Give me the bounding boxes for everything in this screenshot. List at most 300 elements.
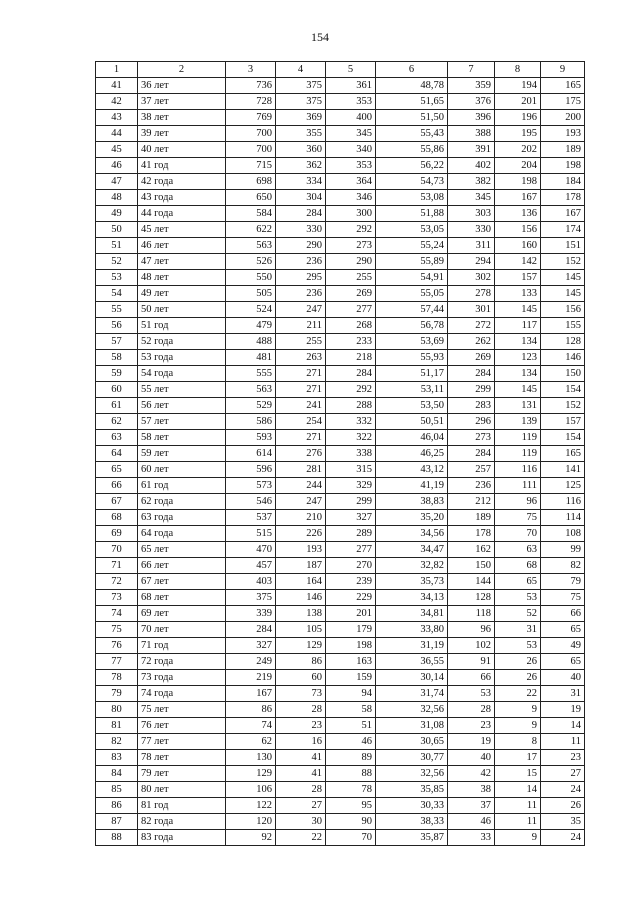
value-cell: 55,43 [376,126,448,142]
value-cell: 505 [226,286,276,302]
value-cell: 41,19 [376,478,448,494]
row-number-cell: 75 [96,622,138,638]
value-cell: 129 [226,766,276,782]
table-row [96,798,585,814]
value-cell: 338 [326,446,376,462]
value-cell: 38,33 [376,814,448,830]
value-cell: 262 [448,334,495,350]
age-cell: 83 года [138,830,226,846]
table-row [96,78,585,94]
value-cell: 369 [276,110,326,126]
value-cell: 65 [495,574,541,590]
value-cell: 88 [326,766,376,782]
column-header-5: 5 [326,62,376,78]
row-number-cell: 63 [96,430,138,446]
value-cell: 56,78 [376,318,448,334]
table-row [96,702,585,718]
value-cell: 271 [276,382,326,398]
age-cell: 69 лет [138,606,226,622]
age-cell: 59 лет [138,446,226,462]
value-cell: 481 [226,350,276,366]
row-number-cell: 73 [96,590,138,606]
table-row [96,750,585,766]
value-cell: 35,87 [376,830,448,846]
value-cell: 622 [226,222,276,238]
value-cell: 130 [226,750,276,766]
value-cell: 19 [448,734,495,750]
value-cell: 145 [495,302,541,318]
value-cell: 34,13 [376,590,448,606]
table-row [96,302,585,318]
value-cell: 196 [495,110,541,126]
value-cell: 106 [226,782,276,798]
row-number-cell: 72 [96,574,138,590]
value-cell: 116 [495,462,541,478]
value-cell: 402 [448,158,495,174]
value-cell: 75 [541,590,585,606]
value-cell: 9 [495,718,541,734]
value-cell: 89 [326,750,376,766]
value-cell: 56,22 [376,158,448,174]
value-cell: 26 [495,654,541,670]
value-cell: 125 [541,478,585,494]
value-cell: 300 [326,206,376,222]
value-cell: 96 [495,494,541,510]
value-cell: 154 [541,430,585,446]
value-cell: 128 [541,334,585,350]
table-row [96,734,585,750]
value-cell: 210 [276,510,326,526]
value-cell: 201 [326,606,376,622]
age-cell: 55 лет [138,382,226,398]
table-row [96,254,585,270]
value-cell: 120 [226,814,276,830]
value-cell: 134 [495,334,541,350]
value-cell: 86 [226,702,276,718]
value-cell: 526 [226,254,276,270]
row-number-cell: 84 [96,766,138,782]
value-cell: 134 [495,366,541,382]
value-cell: 40 [541,670,585,686]
value-cell: 62 [226,734,276,750]
value-cell: 330 [276,222,326,238]
value-cell: 38,83 [376,494,448,510]
table-row [96,318,585,334]
table-row [96,638,585,654]
table-row [96,398,585,414]
value-cell: 99 [541,542,585,558]
row-number-cell: 85 [96,782,138,798]
value-cell: 330 [448,222,495,238]
value-cell: 241 [276,398,326,414]
value-cell: 53,69 [376,334,448,350]
value-cell: 145 [541,270,585,286]
row-number-cell: 88 [96,830,138,846]
value-cell: 22 [276,830,326,846]
table-row [96,94,585,110]
value-cell: 70 [326,830,376,846]
value-cell: 53 [495,590,541,606]
row-number-cell: 67 [96,494,138,510]
value-cell: 11 [541,734,585,750]
value-cell: 263 [276,350,326,366]
value-cell: 174 [541,222,585,238]
value-cell: 33,80 [376,622,448,638]
age-cell: 39 лет [138,126,226,142]
value-cell: 92 [226,830,276,846]
value-cell: 156 [541,302,585,318]
value-cell: 593 [226,430,276,446]
value-cell: 46 [326,734,376,750]
value-cell: 54,73 [376,174,448,190]
age-cell: 63 года [138,510,226,526]
column-header-2: 2 [138,62,226,78]
value-cell: 211 [276,318,326,334]
value-cell: 515 [226,526,276,542]
value-cell: 311 [448,238,495,254]
value-cell: 94 [326,686,376,702]
value-cell: 53,50 [376,398,448,414]
table-row [96,558,585,574]
table-row [96,334,585,350]
value-cell: 152 [541,254,585,270]
value-cell: 23 [448,718,495,734]
table-row [96,126,585,142]
age-cell: 58 лет [138,430,226,446]
table-row [96,382,585,398]
value-cell: 78 [326,782,376,798]
value-cell: 284 [448,366,495,382]
value-cell: 114 [541,510,585,526]
value-cell: 284 [276,206,326,222]
value-cell: 271 [276,366,326,382]
value-cell: 167 [495,190,541,206]
value-cell: 14 [541,718,585,734]
age-cell: 46 лет [138,238,226,254]
value-cell: 322 [326,430,376,446]
table-row [96,686,585,702]
value-cell: 51 [326,718,376,734]
value-cell: 49 [541,638,585,654]
row-number-cell: 61 [96,398,138,414]
value-cell: 334 [276,174,326,190]
value-cell: 23 [276,718,326,734]
value-cell: 9 [495,702,541,718]
row-number-cell: 45 [96,142,138,158]
value-cell: 178 [448,526,495,542]
value-cell: 271 [276,430,326,446]
value-cell: 555 [226,366,276,382]
value-cell: 68 [495,558,541,574]
value-cell: 50,51 [376,414,448,430]
column-header-4: 4 [276,62,326,78]
table-row [96,222,585,238]
table-row [96,158,585,174]
value-cell: 131 [495,398,541,414]
table-row [96,238,585,254]
value-cell: 119 [495,446,541,462]
value-cell: 255 [276,334,326,350]
age-cell: 40 лет [138,142,226,158]
value-cell: 175 [541,94,585,110]
table-row [96,718,585,734]
value-cell: 167 [541,206,585,222]
value-cell: 30,77 [376,750,448,766]
value-cell: 332 [326,414,376,430]
value-cell: 353 [326,94,376,110]
age-cell: 57 лет [138,414,226,430]
value-cell: 195 [495,126,541,142]
value-cell: 75 [495,510,541,526]
age-cell: 78 лет [138,750,226,766]
row-number-cell: 86 [96,798,138,814]
value-cell: 118 [448,606,495,622]
value-cell: 95 [326,798,376,814]
value-cell: 728 [226,94,276,110]
value-cell: 123 [495,350,541,366]
row-number-cell: 58 [96,350,138,366]
value-cell: 546 [226,494,276,510]
value-cell: 86 [276,654,326,670]
row-number-cell: 56 [96,318,138,334]
row-number-cell: 71 [96,558,138,574]
value-cell: 247 [276,494,326,510]
value-cell: 66 [541,606,585,622]
row-number-cell: 79 [96,686,138,702]
value-cell: 35,85 [376,782,448,798]
age-cell: 37 лет [138,94,226,110]
age-cell: 60 лет [138,462,226,478]
row-number-cell: 78 [96,670,138,686]
value-cell: 376 [448,94,495,110]
age-cell: 49 лет [138,286,226,302]
row-number-cell: 44 [96,126,138,142]
value-cell: 276 [276,446,326,462]
column-header-1: 1 [96,62,138,78]
value-cell: 43,12 [376,462,448,478]
age-cell: 54 года [138,366,226,382]
value-cell: 48,78 [376,78,448,94]
value-cell: 596 [226,462,276,478]
table-row [96,606,585,622]
value-cell: 167 [226,686,276,702]
value-cell: 51,50 [376,110,448,126]
value-cell: 289 [326,526,376,542]
value-cell: 294 [448,254,495,270]
age-cell: 45 лет [138,222,226,238]
value-cell: 31,08 [376,718,448,734]
row-number-cell: 53 [96,270,138,286]
table-row [96,142,585,158]
value-cell: 40 [448,750,495,766]
value-cell: 27 [276,798,326,814]
value-cell: 715 [226,158,276,174]
row-number-cell: 43 [96,110,138,126]
value-cell: 272 [448,318,495,334]
value-cell: 255 [326,270,376,286]
value-cell: 204 [495,158,541,174]
row-number-cell: 60 [96,382,138,398]
age-cell: 42 года [138,174,226,190]
row-number-cell: 47 [96,174,138,190]
value-cell: 19 [541,702,585,718]
value-cell: 154 [541,382,585,398]
value-cell: 54,91 [376,270,448,286]
table-row [96,446,585,462]
value-cell: 66 [448,670,495,686]
value-cell: 27 [541,766,585,782]
value-cell: 269 [448,350,495,366]
value-cell: 28 [276,702,326,718]
value-cell: 193 [541,126,585,142]
value-cell: 650 [226,190,276,206]
value-cell: 41 [276,766,326,782]
value-cell: 117 [495,318,541,334]
age-cell: 44 года [138,206,226,222]
value-cell: 470 [226,542,276,558]
value-cell: 327 [226,638,276,654]
value-cell: 247 [276,302,326,318]
value-cell: 26 [541,798,585,814]
row-number-cell: 70 [96,542,138,558]
value-cell: 91 [448,654,495,670]
value-cell: 189 [541,142,585,158]
value-cell: 36,55 [376,654,448,670]
table-row [96,494,585,510]
value-cell: 769 [226,110,276,126]
value-cell: 584 [226,206,276,222]
age-cell: 80 лет [138,782,226,798]
value-cell: 573 [226,478,276,494]
value-cell: 249 [226,654,276,670]
value-cell: 218 [326,350,376,366]
value-cell: 142 [495,254,541,270]
column-header-3: 3 [226,62,276,78]
row-number-cell: 82 [96,734,138,750]
value-cell: 34,81 [376,606,448,622]
row-number-cell: 54 [96,286,138,302]
age-cell: 66 лет [138,558,226,574]
table-row [96,478,585,494]
value-cell: 34,47 [376,542,448,558]
row-number-cell: 62 [96,414,138,430]
row-number-cell: 48 [96,190,138,206]
value-cell: 284 [448,446,495,462]
row-number-cell: 74 [96,606,138,622]
value-cell: 165 [541,446,585,462]
value-cell: 22 [495,686,541,702]
age-cell: 43 года [138,190,226,206]
age-cell: 65 лет [138,542,226,558]
value-cell: 53,08 [376,190,448,206]
value-cell: 11 [495,814,541,830]
value-cell: 37 [448,798,495,814]
value-cell: 157 [541,414,585,430]
column-header-7: 7 [448,62,495,78]
value-cell: 189 [448,510,495,526]
age-cell: 50 лет [138,302,226,318]
value-cell: 198 [326,638,376,654]
value-cell: 292 [326,222,376,238]
table-row [96,286,585,302]
value-cell: 162 [448,542,495,558]
value-cell: 96 [448,622,495,638]
page-number: 154 [311,30,329,44]
value-cell: 28 [276,782,326,798]
value-cell: 33 [448,830,495,846]
value-cell: 133 [495,286,541,302]
table-row [96,110,585,126]
value-cell: 144 [448,574,495,590]
table-row [96,830,585,846]
value-cell: 108 [541,526,585,542]
value-cell: 284 [226,622,276,638]
value-cell: 156 [495,222,541,238]
value-cell: 128 [448,590,495,606]
value-cell: 105 [276,622,326,638]
value-cell: 295 [276,270,326,286]
row-number-cell: 68 [96,510,138,526]
value-cell: 212 [448,494,495,510]
data-table [95,61,585,846]
value-cell: 292 [326,382,376,398]
value-cell: 165 [541,78,585,94]
value-cell: 219 [226,670,276,686]
value-cell: 51,88 [376,206,448,222]
value-cell: 327 [326,510,376,526]
table-row [96,814,585,830]
row-number-cell: 69 [96,526,138,542]
value-cell: 55,05 [376,286,448,302]
value-cell: 53,11 [376,382,448,398]
value-cell: 42 [448,766,495,782]
value-cell: 200 [541,110,585,126]
value-cell: 700 [226,126,276,142]
value-cell: 698 [226,174,276,190]
value-cell: 70 [495,526,541,542]
value-cell: 488 [226,334,276,350]
column-header-8: 8 [495,62,541,78]
age-cell: 41 год [138,158,226,174]
value-cell: 55,93 [376,350,448,366]
table-body [96,78,585,846]
value-cell: 102 [448,638,495,654]
table-row [96,414,585,430]
value-cell: 269 [326,286,376,302]
value-cell: 32,56 [376,702,448,718]
value-cell: 586 [226,414,276,430]
table-row [96,462,585,478]
value-cell: 303 [448,206,495,222]
row-number-cell: 57 [96,334,138,350]
age-cell: 48 лет [138,270,226,286]
value-cell: 63 [495,542,541,558]
value-cell: 82 [541,558,585,574]
value-cell: 30,65 [376,734,448,750]
value-cell: 52 [495,606,541,622]
value-cell: 46 [448,814,495,830]
value-cell: 364 [326,174,376,190]
value-cell: 32,56 [376,766,448,782]
value-cell: 152 [541,398,585,414]
value-cell: 239 [326,574,376,590]
value-cell: 35,20 [376,510,448,526]
value-cell: 150 [541,366,585,382]
value-cell: 193 [276,542,326,558]
row-number-cell: 66 [96,478,138,494]
table-row [96,174,585,190]
value-cell: 403 [226,574,276,590]
